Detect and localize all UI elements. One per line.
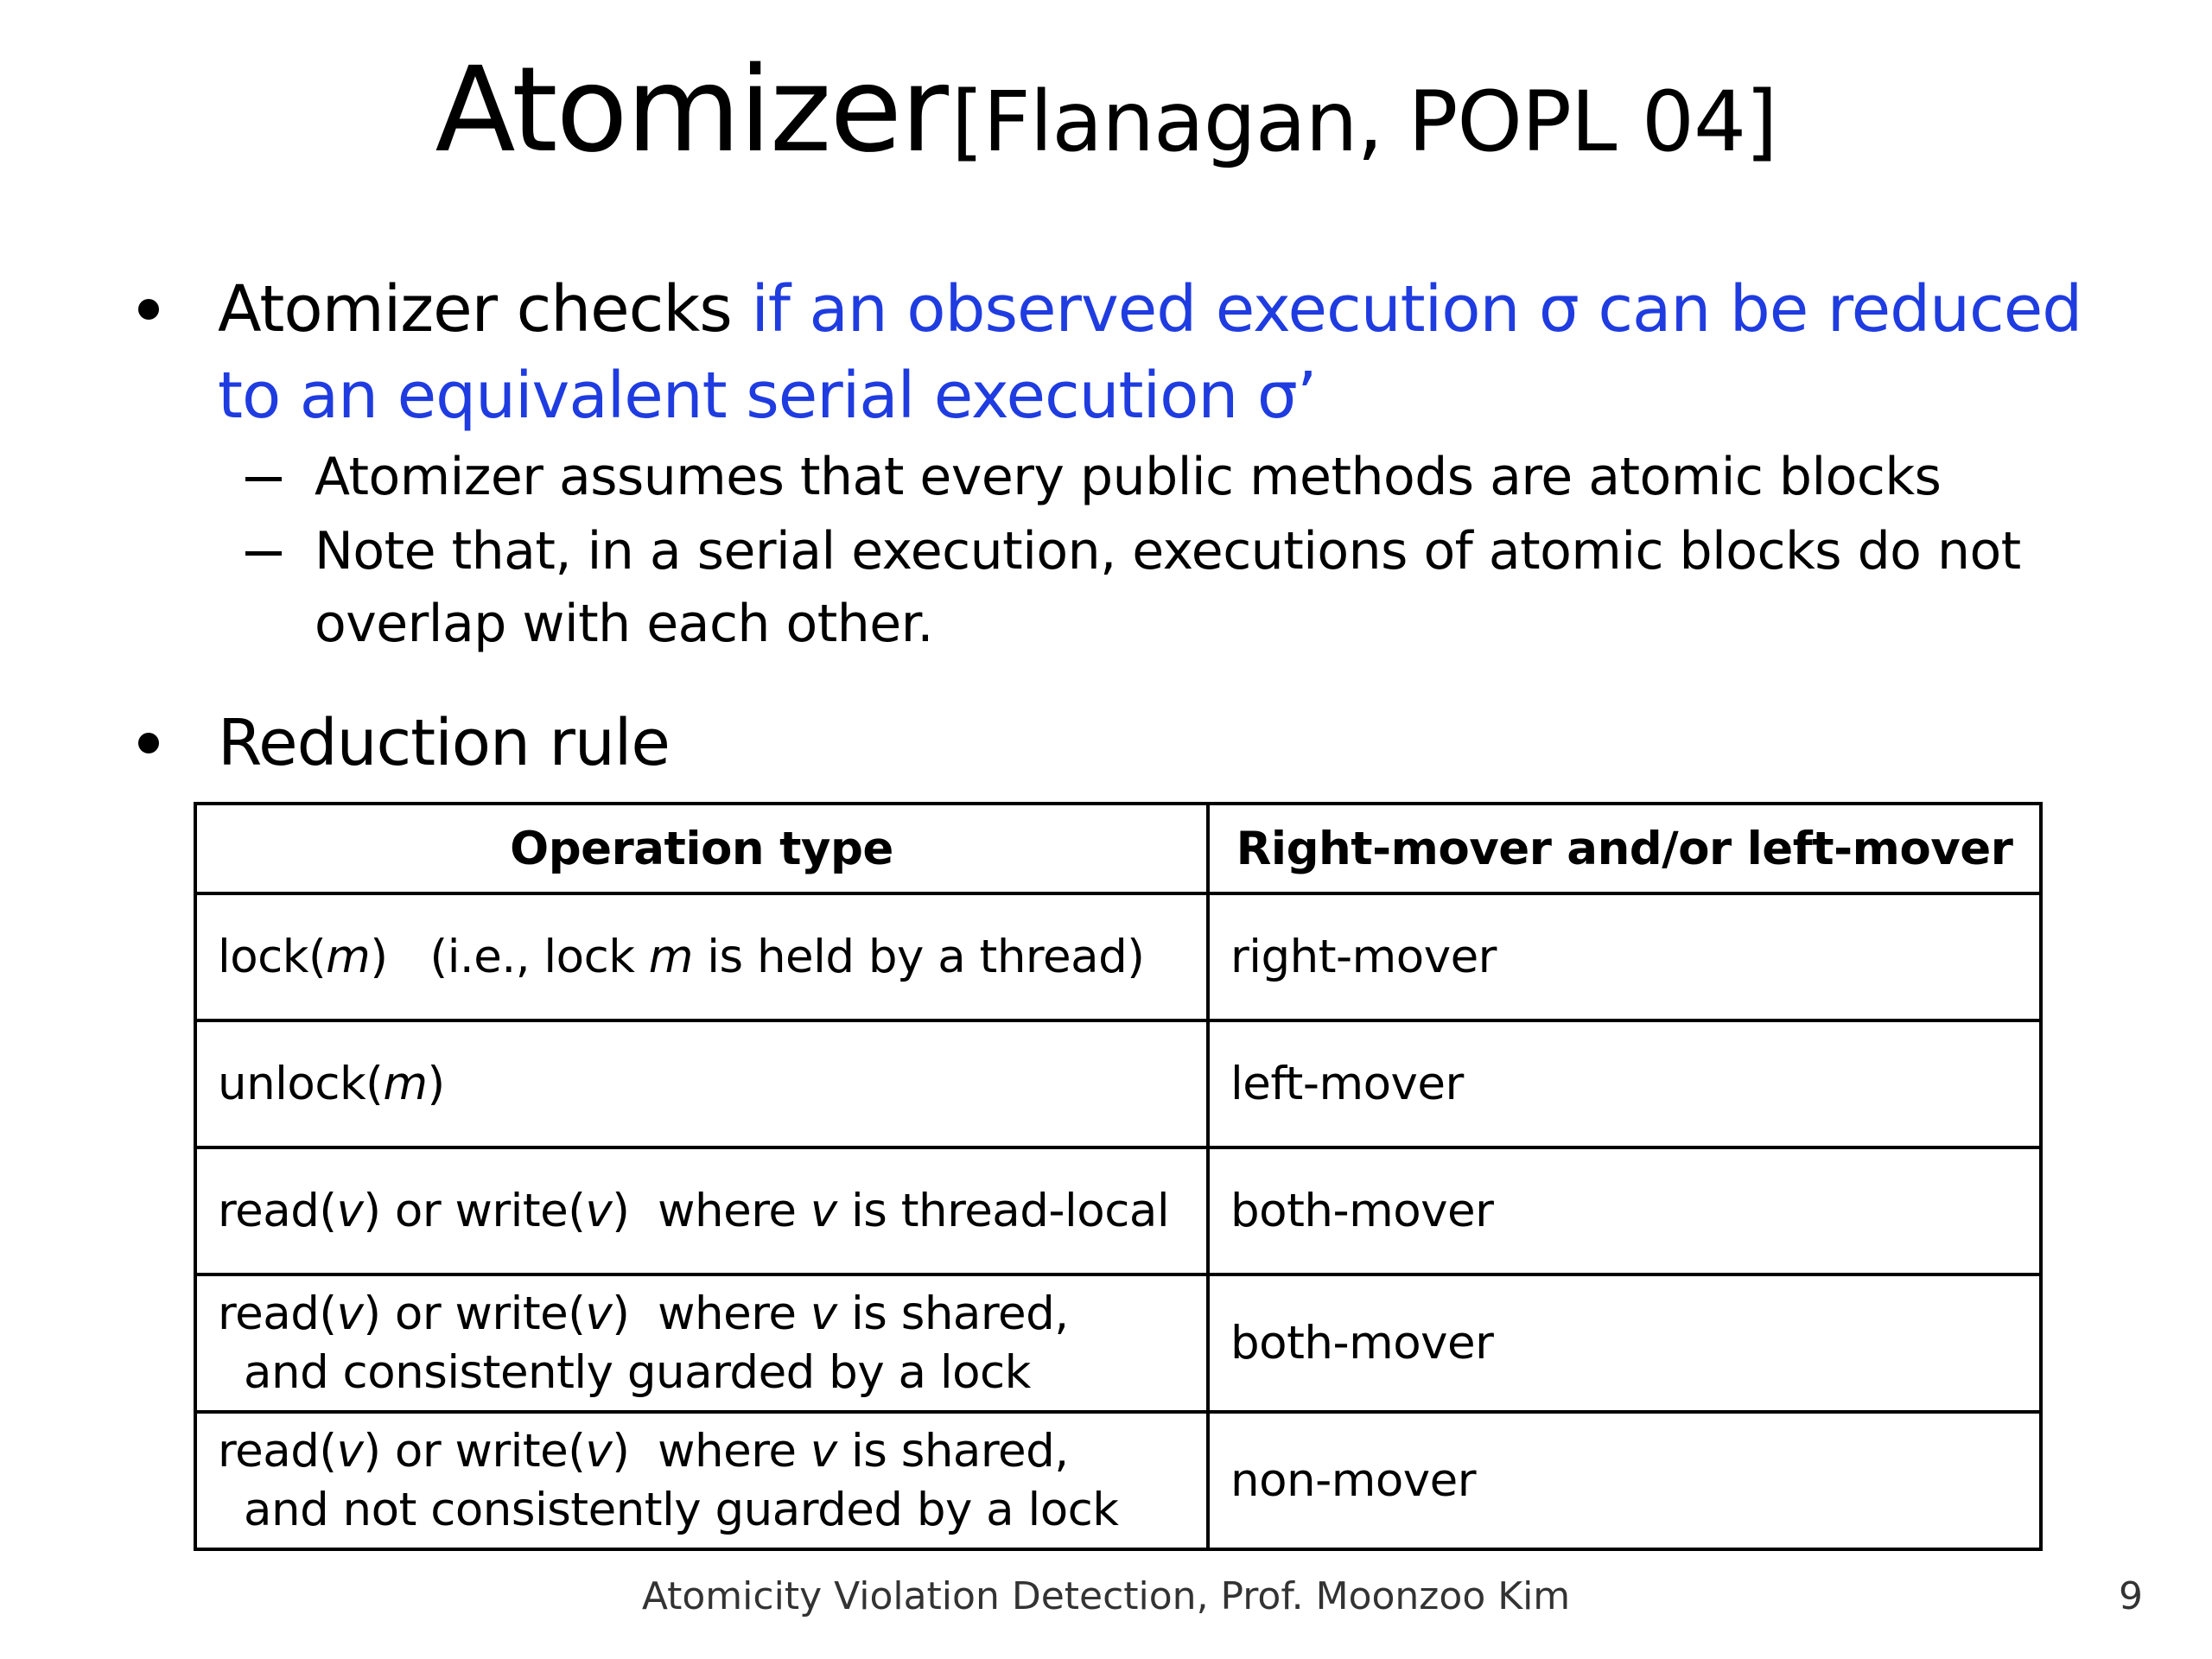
title-main: Atomizer (435, 42, 947, 179)
sub-bullet-dash-1 (245, 477, 282, 481)
table-cell-mover: right-mover (1208, 893, 2041, 1020)
bullet-1-highlight-line-2: to an equivalent serial execution σ’ (218, 359, 1317, 433)
table-header-operation-type: Operation type (195, 804, 1208, 893)
bullet-dot-1 (138, 299, 159, 320)
sub-bullet-2-line-2: overlap with each other. (315, 594, 933, 654)
table-cell-operation: read(v) or write(v) where v is thread-local (195, 1147, 1208, 1274)
table-cell-operation: read(v) or write(v) where v is shared, and not consistently guarded by a lock (195, 1412, 1208, 1549)
table-row (195, 893, 2041, 1020)
table-cell-operation: read(v) or write(v) where v is shared, and consistently guarded by a lock (195, 1274, 1208, 1412)
table-cell-mover: left-mover (1208, 1020, 2041, 1147)
table-row (195, 1020, 2041, 1147)
bullet-2-text: Reduction rule (218, 706, 670, 780)
footer-text: Atomicity Violation Detection, Prof. Moonzoo Kim (641, 1574, 1571, 1618)
table-row (195, 1147, 2041, 1274)
bullet-dot-2 (138, 733, 159, 753)
bullet-1-line-1 (218, 266, 2082, 353)
bullet-1-line-2 (218, 353, 1316, 439)
bullet-1-highlight-line-1: if an observed execution σ can be reduced (751, 272, 2082, 346)
table-cell-mover: both-mover (1208, 1147, 2041, 1274)
table-header-mover: Right-mover and/or left-mover (1208, 804, 2041, 893)
bullet-1-plain-text: Atomizer checks (218, 272, 752, 346)
table-row (195, 1412, 2041, 1549)
table-cell-operation: lock(m) (i.e., lock m is held by a thread) (195, 893, 1208, 1020)
table-header-row (195, 804, 2041, 893)
table-cell-operation: unlock(m) (195, 1020, 1208, 1147)
page-number: 9 (2119, 1574, 2143, 1618)
reduction-rule-table (194, 802, 2043, 1551)
sub-bullet-2-line-1: Note that, in a serial execution, executions of atomic blocks do not (315, 521, 2021, 582)
sub-bullet-dash-2 (245, 551, 282, 556)
slide-title (0, 42, 2212, 179)
sub-bullet-1: Atomizer assumes that every public methods are atomic blocks (315, 447, 1942, 507)
table-row (195, 1274, 2041, 1412)
table-cell-mover: non-mover (1208, 1412, 2041, 1549)
title-citation: [Flanagan, POPL 04] (951, 73, 1777, 170)
table-cell-mover: both-mover (1208, 1274, 2041, 1412)
